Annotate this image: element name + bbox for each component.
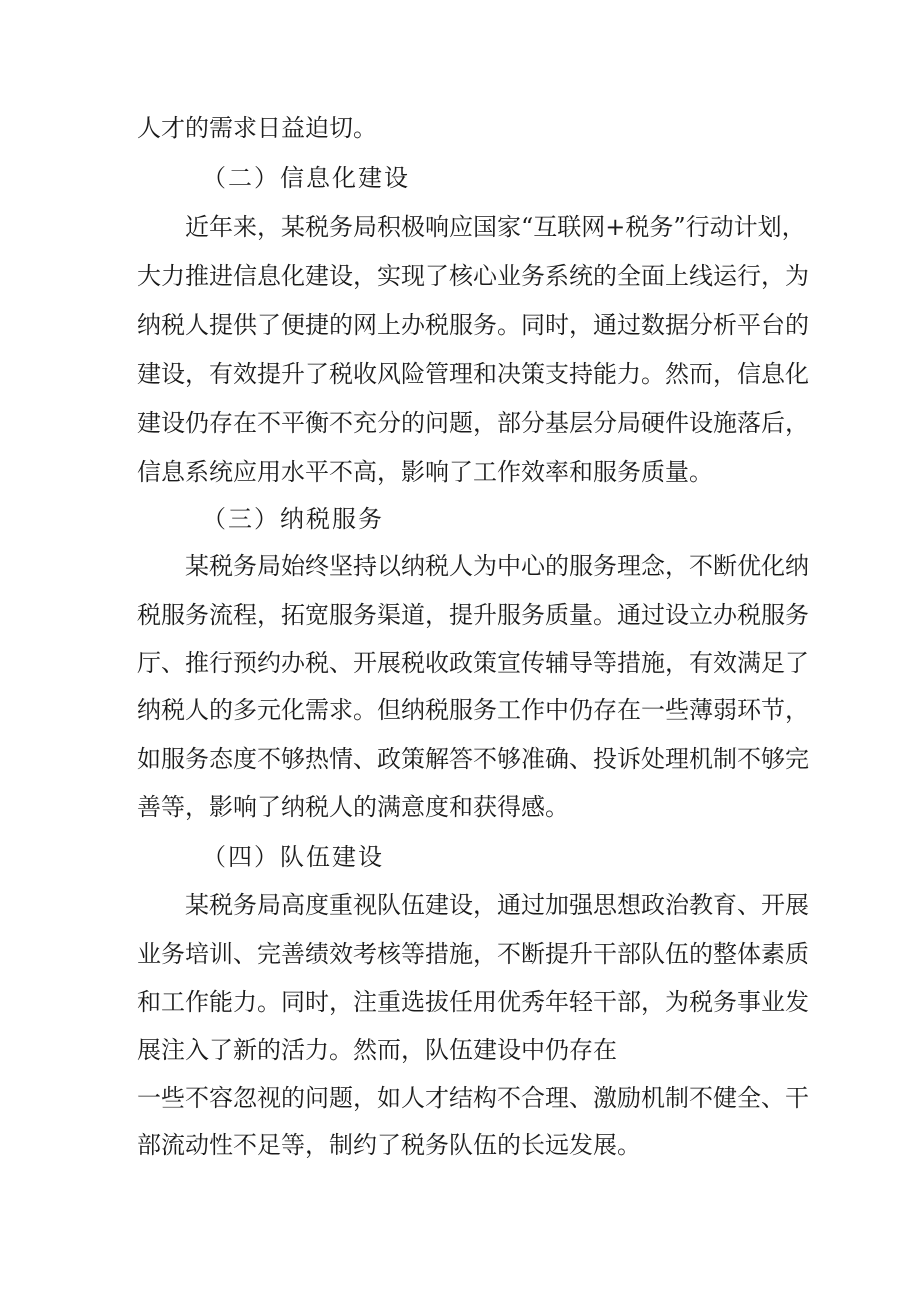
paragraph-line: 纳税人提供了便捷的网上办税服务。同时，通过数据分析平台的: [137, 311, 809, 339]
paragraph-line: 厅、推行预约办税、开展税收政策宣传辅导等措施，有效满足了: [137, 649, 809, 677]
section-heading-team-building: （四）队伍建设: [202, 843, 384, 871]
paragraph-line: 部流动性不足等，制约了税务队伍的长远发展。: [137, 1131, 641, 1159]
paragraph-line: 建设，有效提升了税收风险管理和决策支持能力。然而，信息化: [137, 360, 809, 388]
paragraph-line: 如服务态度不够热情、政策解答不够准确、投诉处理机制不够完: [137, 745, 809, 773]
paragraph-line: 近年来，某税务局积极响应国家“互联网+税务”行动计划，: [185, 213, 806, 241]
paragraph-line: 纳税人的多元化需求。但纳税服务工作中仍存在一些薄弱环节，: [137, 696, 809, 724]
paragraph-line: 建设仍存在不平衡不充分的问题，部分基层分局硬件设施落后，: [137, 409, 809, 437]
paragraph-line: 税服务流程，拓宽服务渠道，提升服务质量。通过设立办税服务: [137, 601, 809, 629]
paragraph-line: 某税务局高度重视队伍建设，通过加强思想政治教育、开展: [185, 891, 809, 919]
paragraph-line: 大力推进信息化建设，实现了核心业务系统的全面上线运行，为: [137, 262, 809, 290]
section-heading-taxpayer-service: （三）纳税服务: [202, 505, 384, 533]
paragraph-line: 信息系统应用水平不高，影响了工作效率和服务质量。: [137, 458, 713, 486]
section-heading-informatization: （二）信息化建设: [202, 164, 410, 192]
paragraph-line: 人才的需求日益迫切。: [137, 114, 377, 142]
paragraph-line: 某税务局始终坚持以纳税人为中心的服务理念，不断优化纳: [185, 552, 809, 580]
paragraph-line: 一些不容忽视的问题，如人才结构不合理、激励机制不健全、干: [137, 1084, 809, 1112]
paragraph-line: 业务培训、完善绩效考核等措施，不断提升干部队伍的整体素质: [137, 940, 809, 968]
paragraph-line: 善等，影响了纳税人的满意度和获得感。: [137, 793, 569, 821]
paragraph-line: 和工作能力。同时，注重选拔任用优秀年轻干部，为税务事业发: [137, 988, 809, 1016]
paragraph-line: 展注入了新的活力。然而，队伍建设中仍存在: [137, 1036, 617, 1064]
